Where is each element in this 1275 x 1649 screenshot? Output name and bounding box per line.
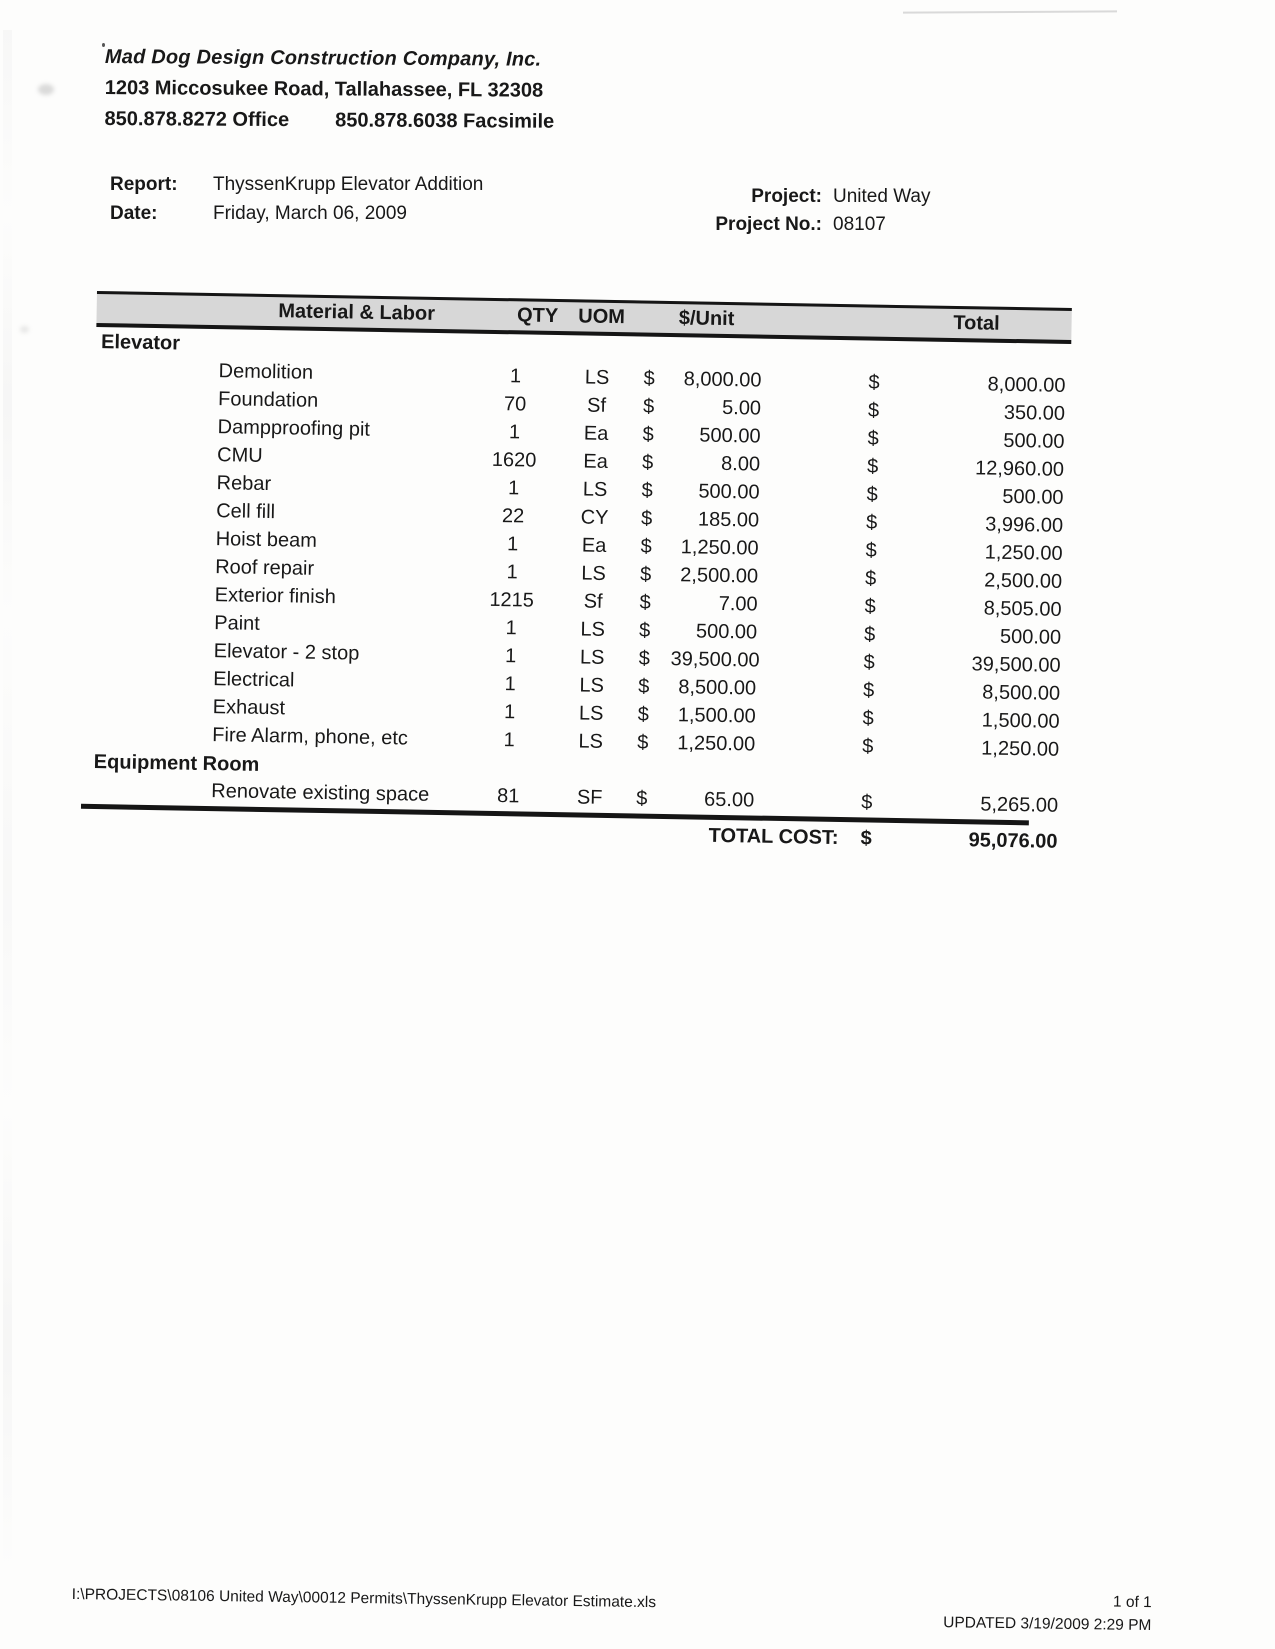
report-label: Report: bbox=[110, 174, 178, 195]
cell-unit-price: 185.00 bbox=[697, 508, 760, 532]
cell-uom: LS bbox=[579, 674, 605, 697]
cell-total: 1,500.00 bbox=[981, 709, 1060, 733]
cell-qty: 1 bbox=[503, 701, 516, 724]
cell-uom: Ea bbox=[581, 534, 607, 557]
dollar-sign: $ bbox=[862, 679, 875, 702]
cell-uom: LS bbox=[578, 702, 604, 725]
cell-unit-price: 8.00 bbox=[720, 452, 761, 476]
estimate-table-body bbox=[88, 327, 1071, 820]
cell-uom: LS bbox=[582, 478, 608, 501]
cell-uom: LS bbox=[578, 730, 604, 753]
dollar-sign: $ bbox=[640, 507, 653, 530]
dollar-sign: $ bbox=[862, 707, 874, 730]
cell-qty: 1 bbox=[509, 365, 522, 388]
cell-uom: SF bbox=[576, 786, 603, 809]
column-header-uom: UOM bbox=[578, 305, 626, 329]
page-footer bbox=[71, 1576, 1152, 1635]
dollar-sign: $ bbox=[865, 539, 877, 562]
column-header-material-labor: Material & Labor bbox=[278, 300, 436, 325]
date-label: Date: bbox=[110, 203, 158, 224]
cell-qty: 1 bbox=[507, 477, 520, 500]
cell-uom: LS bbox=[581, 562, 607, 585]
cell-qty: 1 bbox=[506, 561, 518, 584]
dollar-sign: $ bbox=[868, 371, 880, 394]
cell-qty: 1 bbox=[504, 645, 517, 668]
cell-uom: CY bbox=[580, 506, 609, 529]
dollar-sign: $ bbox=[863, 623, 876, 646]
cell-item-name: Elevator - 2 stop bbox=[213, 640, 360, 665]
cell-item-name: Dampproofing pit bbox=[217, 416, 371, 441]
report-value: ThyssenKrupp Elevator Addition bbox=[213, 174, 484, 195]
total-dollar-sign: $ bbox=[860, 827, 872, 850]
project-no-row bbox=[620, 214, 886, 236]
cell-item-name: Fire Alarm, phone, etc bbox=[212, 724, 409, 750]
total-cost-label: TOTAL COST: bbox=[708, 824, 839, 850]
dollar-sign: $ bbox=[867, 427, 879, 450]
dollar-sign: $ bbox=[860, 791, 873, 814]
dollar-sign: $ bbox=[642, 395, 655, 418]
cell-qty: 1 bbox=[505, 617, 517, 640]
cell-item-name: Renovate existing space bbox=[211, 780, 430, 806]
cell-uom: LS bbox=[579, 646, 605, 669]
dollar-sign: $ bbox=[864, 567, 877, 590]
column-header-unit-price: $/Unit bbox=[678, 307, 735, 331]
cell-unit-price: 500.00 bbox=[699, 424, 761, 448]
cell-total: 8,000.00 bbox=[987, 373, 1066, 397]
page-number: 1 of 1 bbox=[1112, 1593, 1152, 1612]
dollar-sign: $ bbox=[639, 591, 651, 614]
cell-item-name: Exhaust bbox=[212, 696, 286, 720]
project-row bbox=[620, 186, 931, 208]
cell-qty: 1620 bbox=[491, 448, 537, 472]
cell-total: 1,250.00 bbox=[981, 737, 1060, 761]
company-address: 1203 Miccosukee Road, Tallahassee, FL 32308 bbox=[104, 76, 544, 102]
cell-item-name: Electrical bbox=[213, 668, 295, 692]
cell-total: 3,996.00 bbox=[985, 513, 1064, 537]
dollar-sign: $ bbox=[643, 367, 655, 390]
cell-item-name: Exterior finish bbox=[214, 584, 337, 609]
dollar-sign: $ bbox=[638, 619, 651, 642]
dollar-sign: $ bbox=[642, 423, 654, 446]
dollar-sign: $ bbox=[641, 451, 654, 474]
cell-item-name: Demolition bbox=[218, 360, 314, 384]
dollar-sign: $ bbox=[637, 731, 649, 754]
company-name: Mad Dog Design Construction Company, Inc. bbox=[104, 46, 542, 71]
company-phone-fax: 850.878.6038 Facsimile bbox=[335, 109, 555, 133]
cell-unit-price: 5.00 bbox=[721, 396, 762, 420]
dollar-sign: $ bbox=[867, 399, 880, 422]
cell-total: 2,500.00 bbox=[984, 569, 1063, 593]
scan-artifact-line bbox=[903, 10, 1117, 13]
footer-right bbox=[943, 1588, 1152, 1637]
dollar-sign: $ bbox=[637, 675, 650, 698]
cell-uom: LS bbox=[584, 366, 610, 389]
date-row bbox=[110, 203, 407, 225]
dollar-sign: $ bbox=[640, 535, 652, 558]
cell-total: 12,960.00 bbox=[974, 457, 1065, 481]
cell-total: 500.00 bbox=[999, 625, 1062, 649]
cell-total: 8,505.00 bbox=[983, 597, 1062, 621]
cell-unit-price: 500.00 bbox=[698, 480, 760, 504]
cell-item-name: CMU bbox=[216, 444, 263, 467]
company-letterhead bbox=[104, 46, 554, 134]
cell-total: 1,250.00 bbox=[984, 541, 1063, 565]
cell-unit-price: 2,500.00 bbox=[680, 564, 759, 588]
cell-item-name: Foundation bbox=[217, 388, 319, 412]
cell-total: 500.00 bbox=[1003, 429, 1065, 453]
cell-uom: LS bbox=[580, 618, 606, 641]
project-no-value: 08107 bbox=[833, 214, 886, 235]
cell-unit-price: 500.00 bbox=[695, 620, 758, 644]
cell-total: 39,500.00 bbox=[971, 653, 1061, 677]
section-header: Elevator bbox=[100, 331, 181, 355]
dollar-sign: $ bbox=[639, 563, 652, 586]
cell-qty: 1 bbox=[504, 673, 516, 696]
dollar-sign: $ bbox=[641, 479, 653, 502]
cell-total: 8,500.00 bbox=[982, 681, 1061, 705]
cell-item-name: Roof repair bbox=[215, 556, 315, 580]
scan-artifact-smudge bbox=[38, 84, 54, 95]
total-cost-value: 95,076.00 bbox=[968, 829, 1058, 853]
cell-qty: 1 bbox=[508, 421, 521, 444]
cell-uom: Ea bbox=[583, 422, 609, 445]
project-label: Project: bbox=[751, 186, 822, 207]
cell-total: 5,265.00 bbox=[980, 793, 1059, 817]
updated-timestamp: UPDATED 3/19/2009 2:29 PM bbox=[943, 1614, 1152, 1635]
project-no-label: Project No.: bbox=[715, 214, 822, 235]
file-path: I:\PROJECTS\08106 United Way\00012 Permits\ThyssenKrupp Elevator Estimate.xls bbox=[71, 1585, 657, 1612]
cell-unit-price: 8,500.00 bbox=[678, 676, 757, 700]
date-value: Friday, March 06, 2009 bbox=[213, 203, 407, 224]
cell-qty: 1215 bbox=[489, 588, 535, 612]
scan-artifact-smudge bbox=[20, 326, 29, 333]
cell-unit-price: 1,250.00 bbox=[677, 732, 756, 756]
cell-qty: 70 bbox=[503, 393, 527, 416]
cell-qty: 1 bbox=[503, 729, 515, 752]
project-value: United Way bbox=[833, 186, 931, 207]
estimate-table bbox=[87, 291, 1071, 859]
cell-item-name: Paint bbox=[214, 612, 261, 635]
dollar-sign: $ bbox=[866, 483, 878, 506]
cell-uom: Ea bbox=[583, 450, 609, 473]
cell-unit-price: 39,500.00 bbox=[670, 648, 760, 672]
report-row bbox=[110, 174, 484, 196]
cell-qty: 22 bbox=[501, 505, 525, 528]
dollar-sign: $ bbox=[861, 735, 874, 758]
cell-item-name: Cell fill bbox=[215, 500, 276, 524]
company-phones bbox=[104, 108, 554, 134]
cell-item-name: Rebar bbox=[216, 472, 272, 496]
dollar-sign: $ bbox=[864, 595, 876, 618]
dollar-sign: $ bbox=[636, 787, 648, 810]
cell-unit-price: 1,500.00 bbox=[677, 704, 756, 728]
column-header-total: Total bbox=[953, 311, 1000, 335]
column-header-qty: QTY bbox=[516, 304, 559, 328]
cell-uom: Sf bbox=[583, 590, 603, 613]
scan-artifact-edge bbox=[3, 30, 12, 1570]
cell-unit-price: 65.00 bbox=[703, 788, 755, 812]
company-phone-office: 850.878.8272 Office bbox=[104, 107, 290, 132]
dollar-sign: $ bbox=[866, 455, 879, 478]
cell-qty: 1 bbox=[506, 533, 519, 556]
dollar-sign: $ bbox=[865, 511, 878, 534]
dollar-sign: $ bbox=[637, 703, 650, 726]
cell-total: 350.00 bbox=[1003, 401, 1066, 425]
section-header: Equipment Room bbox=[93, 751, 260, 776]
cell-uom: Sf bbox=[586, 394, 607, 417]
cell-unit-price: 7.00 bbox=[718, 592, 758, 616]
dollar-sign: $ bbox=[638, 647, 650, 670]
cell-unit-price: 8,000.00 bbox=[683, 368, 762, 392]
cell-unit-price: 1,250.00 bbox=[680, 536, 759, 560]
cell-item-name: Hoist beam bbox=[215, 528, 318, 552]
dollar-sign: $ bbox=[863, 651, 875, 674]
cell-total: 500.00 bbox=[1002, 485, 1064, 509]
cell-qty: 81 bbox=[496, 785, 520, 808]
